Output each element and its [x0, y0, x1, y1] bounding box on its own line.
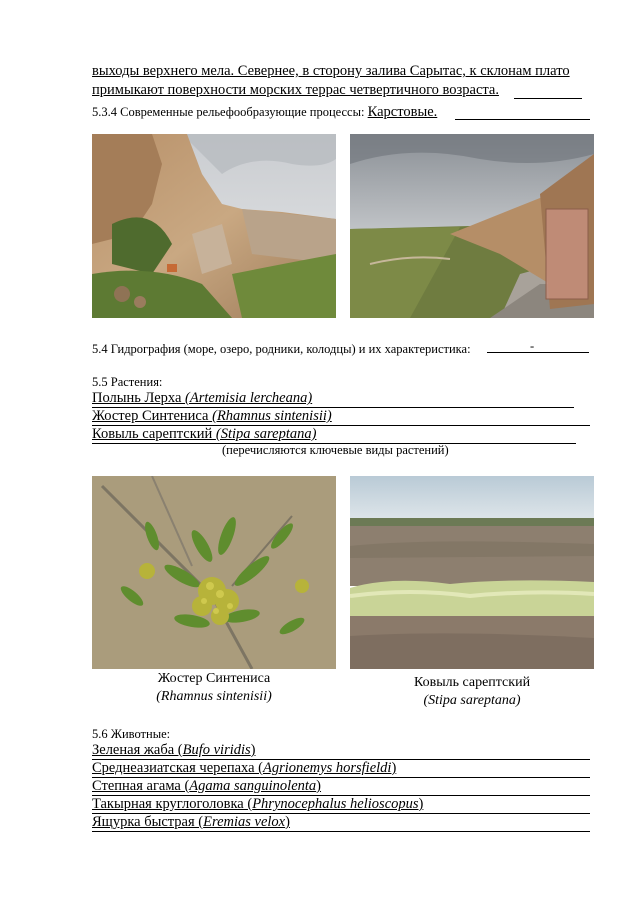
canyon-valley-photo — [350, 134, 594, 318]
relief-value: Карстовые. — [367, 104, 438, 120]
stipa-caption-name: Ковыль сарептский — [413, 675, 531, 690]
stipa-caption — [350, 674, 594, 710]
plant-latin: (Rhamnus sintenisii) — [212, 408, 332, 424]
plant-item-1 — [92, 390, 312, 407]
hydrography-value: - — [530, 339, 535, 353]
animal-latin: Agama sanguinolenta — [189, 778, 317, 794]
animal-item-2 — [92, 760, 396, 777]
relief-label-text: 5.3.4 Современные рельефообразующие процессы: — [92, 105, 365, 119]
animal-name: Ящурка быстрая ( — [92, 814, 204, 830]
plant-name: Жостер Синтениса — [92, 408, 213, 424]
hydrography-label-text: 5.4 Гидрография (море, озеро, родники, колодцы) и их характеристика: — [92, 342, 471, 356]
animal-name: Такырная круглоголовка ( — [92, 796, 253, 812]
rhamnus-caption-latin: (Rhamnus sintenisii) — [156, 689, 272, 704]
rhamnus-caption — [92, 670, 336, 706]
stipa-caption-latin: (Stipa sareptana) — [423, 693, 521, 708]
plant-name: Ковыль сарептский — [92, 426, 216, 442]
animal-name: Среднеазиатская черепаха ( — [92, 760, 263, 776]
hydrography-fill-rule — [487, 352, 589, 353]
animals-heading: 5.6 Животные: — [92, 727, 171, 741]
plants-note: (перечисляются ключевые виды растений) — [222, 443, 449, 457]
intro-line-1: выходы верхнего мела. Севернее, в сторону залива Сарытас, к склонам плато — [92, 63, 570, 79]
animal-name: Степная агама ( — [92, 778, 190, 794]
animal-close: ) — [250, 742, 256, 758]
plant-latin: (Stipa sareptana) — [215, 426, 317, 442]
animal-latin: Bufo viridis — [182, 742, 251, 758]
plant-item-3 — [92, 426, 316, 443]
animal-close: ) — [391, 760, 397, 776]
plant-latin: (Artemisia lercheana) — [185, 390, 313, 406]
animal-item-5 — [92, 814, 290, 831]
plants-heading: 5.5 Растения: — [92, 375, 163, 389]
animal-latin: Phrynocephalus helioscopus — [252, 796, 419, 812]
animal-rule-5 — [92, 831, 590, 832]
plant-name: Полынь Лерха — [92, 390, 186, 406]
animal-latin: Agrionemys horsfieldi — [262, 760, 392, 776]
animal-item-1 — [92, 742, 256, 759]
animal-item-4 — [92, 796, 423, 813]
animal-close: ) — [285, 814, 290, 830]
rhamnus-photo — [92, 476, 336, 669]
stipa-steppe-photo — [350, 476, 594, 669]
animal-close: ) — [418, 796, 424, 812]
intro-line-2: примыкают поверхности морских террас четвертичного возраста. — [92, 82, 499, 98]
animal-latin: Eremias velox — [203, 814, 286, 830]
animal-item-3 — [92, 778, 321, 795]
relief-fill-rule — [455, 119, 590, 120]
rhamnus-caption-name: Жостер Синтениса — [157, 671, 271, 686]
canyon-cliff-photo — [92, 134, 336, 318]
animal-close: ) — [316, 778, 322, 794]
hydrography-label — [92, 342, 471, 357]
intro-fill-rule — [514, 98, 582, 99]
plant-item-2 — [92, 408, 332, 425]
relief-processes-label — [92, 104, 437, 121]
animal-name: Зеленая жаба ( — [92, 742, 183, 758]
